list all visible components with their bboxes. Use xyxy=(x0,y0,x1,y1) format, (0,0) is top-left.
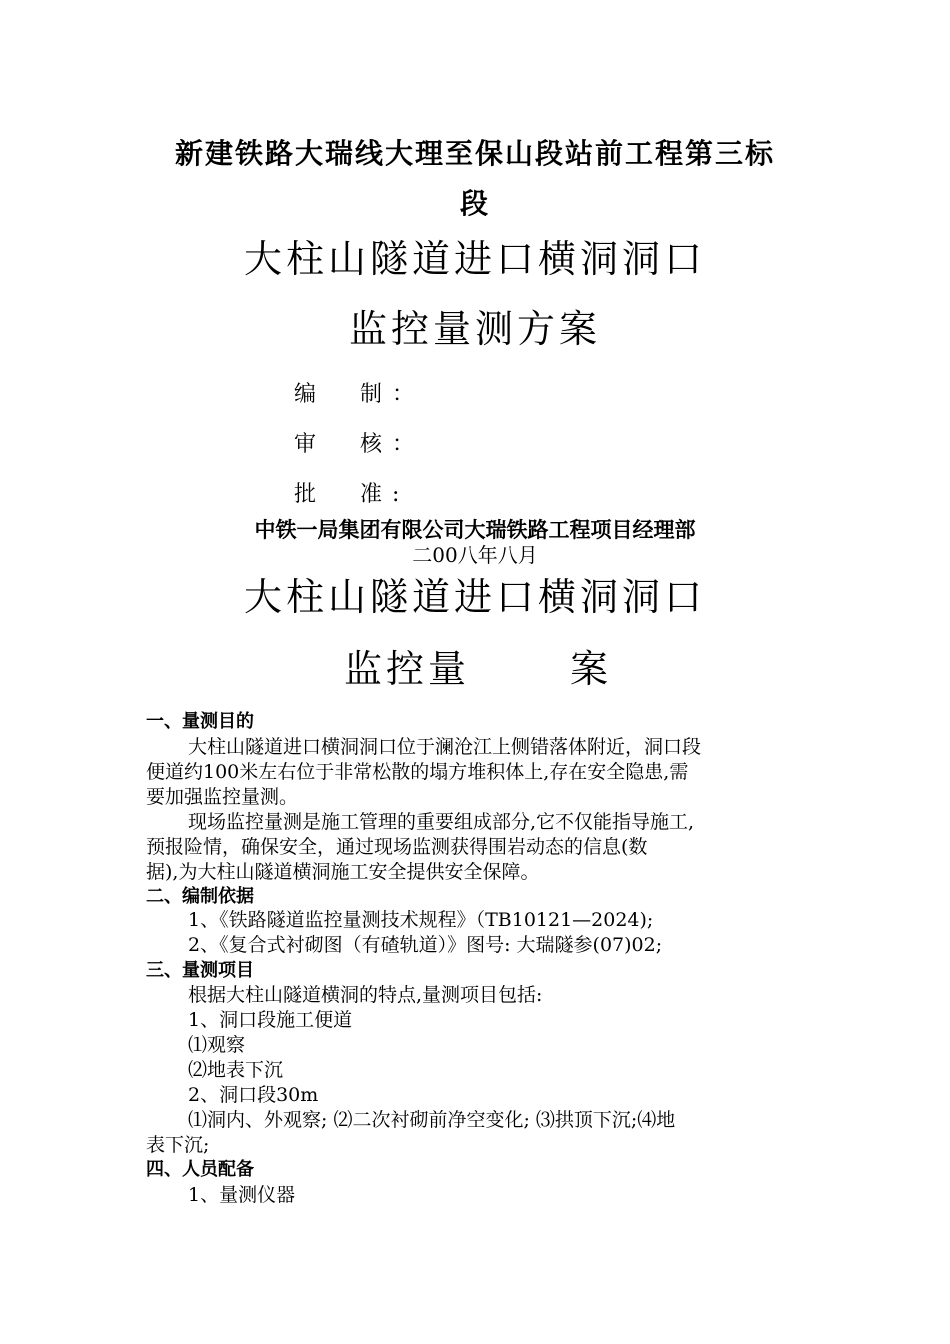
approved-by-label: 批 准 xyxy=(294,482,383,507)
compiled-by-label: 编 制 xyxy=(294,382,383,407)
section-3-item-2-line2: 表下沉; xyxy=(146,1134,210,1156)
compiled-by-colon: ： xyxy=(392,382,415,407)
reviewed-by-row xyxy=(294,427,414,458)
section-1-para2-line1: 现场监控量测是施工管理的重要组成部分,它不仅能指导施工, xyxy=(188,811,695,833)
section-1-para2-line3: 据),为大柱山隧道横洞施工安全提供安全保障。 xyxy=(146,861,540,883)
section-4-item-1: 1、量测仪器 xyxy=(188,1184,296,1206)
section-2-item-1: 1、《铁路隧道监控量测技术规程》（TB10121—2024); xyxy=(188,909,654,931)
section-3-intro: 根据大柱山隧道横洞的特点,量测项目包括: xyxy=(188,984,543,1006)
cover-title-line2: 监控量测方案 xyxy=(348,307,601,351)
section-4-heading: 四、人员配备 xyxy=(146,1159,254,1180)
section-3-item-1a: ⑴观察 xyxy=(188,1034,246,1056)
cover-title-line1: 大柱山隧道进口横洞洞口 xyxy=(243,237,706,281)
section-3-item-2: 2、洞口段30m xyxy=(188,1084,319,1106)
section-1-para1-line1: 大柱山隧道进口横洞洞口位于澜沧江上侧错落体附近，洞口段 xyxy=(188,736,702,758)
document-date: 二00八年八月 xyxy=(412,543,538,567)
section-3-heading: 三、量测项目 xyxy=(146,960,254,981)
section-2-item-2: 2、《复合式衬砌图（有碴轨道）》图号: 大瑞隧参(07)02; xyxy=(188,934,663,956)
body-title-line2-part1: 监控量 xyxy=(344,647,471,691)
section-1-para1-line3: 要加强监控量测。 xyxy=(146,786,299,808)
organization-name: 中铁一局集团有限公司大瑞铁路工程项目经理部 xyxy=(254,518,696,542)
body-title-line1: 大柱山隧道进口横洞洞口 xyxy=(243,575,706,619)
section-3-item-1: 1、洞口段施工便道 xyxy=(188,1009,353,1031)
compiled-by-row xyxy=(294,377,414,408)
section-3-item-2-line1: ⑴洞内、外观察; ⑵二次衬砌前净空变化; ⑶拱顶下沉;⑷地 xyxy=(188,1109,676,1131)
approved-by-row xyxy=(294,477,399,508)
reviewed-by-label: 审 核 xyxy=(294,432,383,457)
section-2-heading: 二、编制依据 xyxy=(146,886,254,907)
section-3-item-1b: ⑵地表下沉 xyxy=(188,1059,284,1081)
project-title-line1: 新建铁路大瑞线大理至保山段站前工程第三标 xyxy=(174,137,775,170)
reviewed-by-colon: ： xyxy=(392,432,415,457)
section-1-heading: 一、量测目的 xyxy=(146,711,254,732)
approved-by-colon: : xyxy=(392,482,400,507)
body-title-line2-part2: 案 xyxy=(570,647,609,691)
project-title-line2: 段 xyxy=(459,187,490,220)
section-1-para1-line2: 便道约100米左右位于非常松散的塌方堆积体上,存在安全隐患,需 xyxy=(146,761,689,783)
section-1-para2-line2: 预报险情，确保安全，通过现场监测获得围岩动态的信息(数 xyxy=(146,836,648,858)
